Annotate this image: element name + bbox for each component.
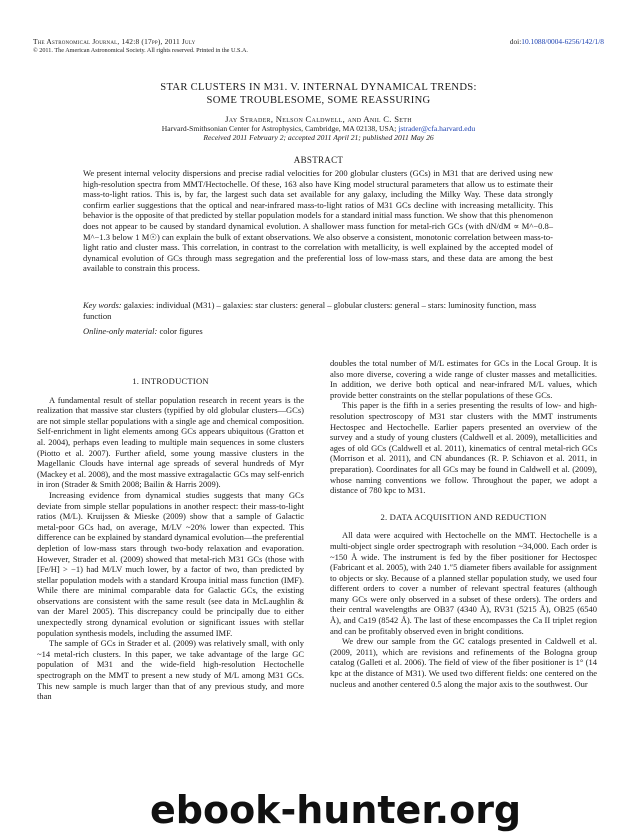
intro-paragraph-1: A fundamental result of stellar population research in recent years is the realization that massive star clusters (typified by old globular clusters—GCs) are not simple stellar populations with a single age and chemical composition. Self-enrichment in light elements among GCs appears ubiquitous (Gratton et al. 2004), perhaps even leading to multiple main sequences in some clusters (Piotto et al. 2007). Further afield, some young massive clusters in the Magellanic Clouds have internal age spreads of several hundreds of Myr (Mackey et al. 2008), and the most massive extragalactic GCs may self-enrich in iron (Strader & Smith 2008; Bailin & Harris 2009). bbox=[37, 394, 304, 490]
affiliation-text: Harvard-Smithsonian Center for Astrophysics, Cambridge, MA 02138, USA; bbox=[161, 124, 397, 133]
intro-paragraph-4: This paper is the fifth in a series presenting the results of low- and high-resolution spectroscopy of M31 star clusters with the MMT instruments Hectospec and Hectochelle. Earlier papers presented an overview of the survey and a study of young clusters (Caldwell et al. 2009), metallicities and ages of old GCs (Caldwell et al. 2011), kinematics of central metal-rich GCs (Morrison et al. 2011), and CN abundances (R. P. Schiavon et al. 2011, in preparation). Coordinates for all GCs may be found in Caldwell et al. (2009), whose naming conventions we follow. Throughout the paper, we adopt a distance of 780 kpc to M31. bbox=[330, 400, 597, 496]
journal-citation: The Astronomical Journal, 142:8 (17pp), 2011 July bbox=[33, 37, 196, 46]
doi-prefix: doi: bbox=[509, 37, 522, 46]
abstract-text: We present internal velocity dispersions and precise radial velocities for 200 globular clusters (GCs) in M31 that are derived using new high-resolution spectra from MMT/Hectochelle. Of these, 163 also have King model structural parameters that allow us to estimate their mass-to-light ratios. This is, by far, the largest such data set available for any galaxy, including the Milky Way. These data strongly confirm earlier suggestions that the optical and near-infrared mass-to-light ratios of M31 GCs decline with increasing metallicity. This behavior is the opposite of that predicted by stellar population models for a standard initial mass function. We show that this phenomenon does not appear to be caused by standard dynamical evolution. A shallower mass function for metal-rich GCs (with dN/dM ∝ M^−0.8–M^−1.3 below 1 M☉) can explain the bulk of extant observations. We also observe a consistent, monotonic correlation between mass-to-light ratio and cluster mass. This correlation, in contrast to the correlation with metallicity, is well explained by the accepted model of dynamical evolution of GCs through mass segregation and the preferential loss of low-mass stars, and these data are among the best available to constrain this process. bbox=[83, 168, 553, 274]
doi-line bbox=[510, 37, 604, 46]
right-column bbox=[330, 358, 597, 689]
email-link[interactable]: jstrader@cfa.harvard.edu bbox=[398, 124, 476, 133]
intro-paragraph-3: The sample of GCs in Strader et al. (2009) was relatively small, with only ~14 metal-rich clusters. In this paper, we take advantage of the large GC population of M31 and the wide-field high-resolution Hectochelle spectrograph on the MMT to present a new study of M/L among M31 GCs. This new sample is much larger than that of any previous study, and more than bbox=[37, 638, 304, 702]
keywords bbox=[83, 300, 553, 321]
data-paragraph-1: All data were acquired with Hectochelle on the MMT. Hectochelle is a multi-object single order spectrograph with resolution ~34,000. Each order is ~150 Å wide. The instrument is fed by the fiber positioner for Hectospec (Fabricant et al. 2005), with 240 1.″5 diameter fibers available for assignment to objects or sky. Because of a planned stellar population study, we used four different orders to cover a number of relevant spectral features (although many GCs were only observed in a subset of these orders). The orders and their central wavelengths are OB37 (4340 Å), RV31 (5215 Å), OB25 (6540 Å), and Ca19 (8542 Å). The last of these encompasses the Ca II triplet region and can be profitably observed even in bright conditions. bbox=[330, 530, 597, 636]
section-1-heading: 1. INTRODUCTION bbox=[132, 376, 209, 386]
intro-paragraph-2: Increasing evidence from dynamical studies suggests that many GCs deviate from simple stellar populations in another respect: their mass-to-light ratios (M/L). Kruijssen & Mieske (2009) show that a sample of Galactic metal-poor GCs had, on average, M/LV ~20% lower than expected. This difference can be explained by standard dynamical evolution—the preferential depletion of low-mass stars through two-body relaxation and evaporation. However, Strader et al. (2009) showed that metal-rich M31 GCs (those with [Fe/H] > −1) had M/LV much lower, by a factor of two, than predicted by stellar population models with a standard Kroupa initial mass function (IMF). While there are minimal comparable data for Galactic GCs, the existing observations are consistent with the same result (see data in McLaughlin & van der Marel 2005). This discrepancy could be principally due to either unexpectedly strong dynamical evolution or significant issues with stellar population synthesis models, including the assumed IMF. bbox=[37, 489, 305, 638]
keywords-text: galaxies: individual (M31) – galaxies: star clusters: general – globular clusters: general – stars: luminosity function, mass function bbox=[83, 300, 537, 321]
keywords-label: Key words: bbox=[83, 300, 122, 310]
publication-dates: Received 2011 February 2; accepted 2011 April 21; published 2011 May 26 bbox=[203, 133, 434, 142]
abstract-heading: ABSTRACT bbox=[293, 155, 344, 165]
running-header bbox=[33, 37, 248, 55]
author-list: Jay Strader, Nelson Caldwell, and Anil C. Seth bbox=[225, 114, 412, 124]
watermark: ebook-hunter.org bbox=[150, 788, 522, 832]
data-paragraph-2: We drew our sample from the GC catalogs presented in Caldwell et al. (2009, 2011), which are revisions and refinements of the Bologna group catalog (Galleti et al. 2006). The field of view of the fiber positioner is 1° (14 kpc at the distance of M31). We used two different fields: one centered on the nucleus and another centered 0.5 along the major axis to the southwest. Our bbox=[330, 636, 597, 689]
online-material-text: color figures bbox=[159, 326, 203, 336]
copyright-line: © 2011. The American Astronomical Society. All rights reserved. Printed in the U.S.A. bbox=[33, 47, 248, 54]
title-line-1: STAR CLUSTERS IN M31. V. INTERNAL DYNAMICAL TRENDS: bbox=[160, 82, 477, 93]
online-material bbox=[83, 326, 553, 336]
doi-link[interactable]: 10.1088/0004-6256/142/1/8 bbox=[521, 37, 604, 46]
online-material-label: Online-only material: bbox=[83, 326, 158, 336]
left-column bbox=[37, 376, 304, 702]
section-2-heading: 2. DATA ACQUISITION AND REDUCTION bbox=[380, 511, 547, 522]
intro-paragraph-3-continued: doubles the total number of M/L estimates for GCs in the Local Group. It is also more diverse, covering a wide range of cluster masses and metallicities. In addition, we derive both optical and near-infrared M/L values, which provide better constraints on the stellar populations of these GCs. bbox=[330, 358, 597, 400]
title-line-2: SOME TROUBLESOME, SOME REASSURING bbox=[206, 95, 431, 106]
paper-title bbox=[60, 81, 577, 107]
